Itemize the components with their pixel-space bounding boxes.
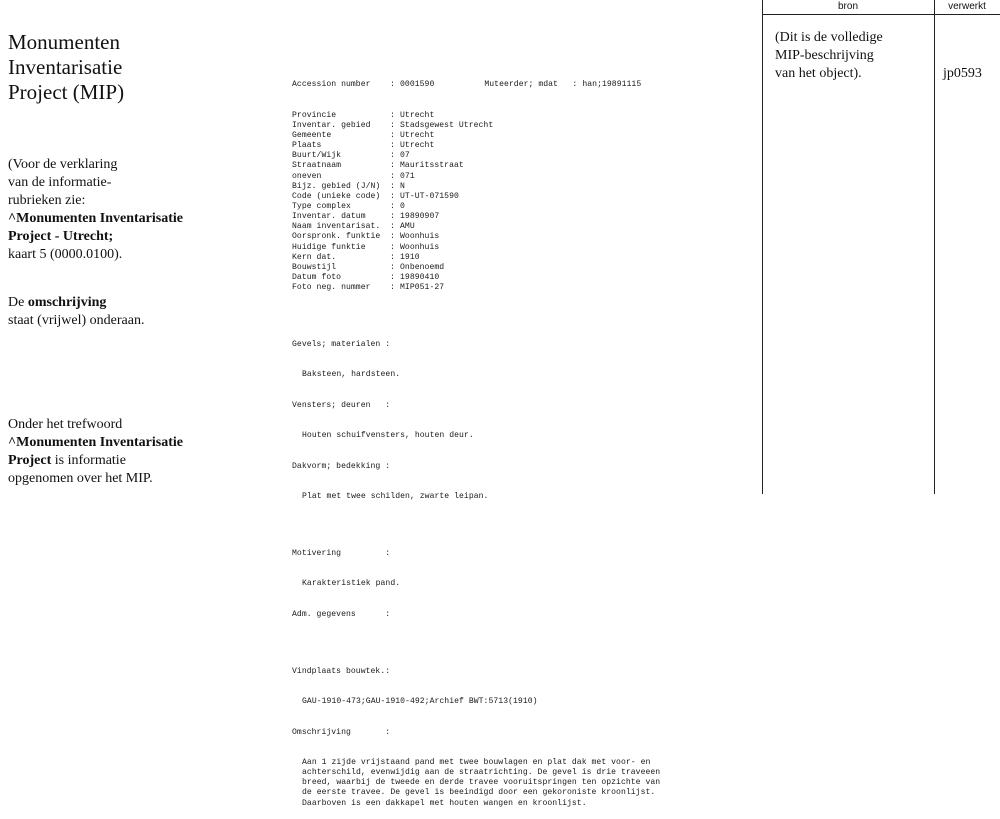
bron-line: (Dit is de volledige (775, 30, 883, 45)
note-line: (Voor de verklaring (8, 157, 118, 172)
field-separator: : (390, 242, 395, 252)
title-line: Monumenten (8, 30, 120, 54)
note-line (8, 452, 248, 470)
field-value: AMU (400, 222, 415, 232)
record-fields (292, 111, 752, 294)
field-value: 19890907 (400, 212, 440, 222)
omschrijving-line: breed, waarbij de tweede en derde travee vooruitspringen ten opzichte van (302, 778, 661, 788)
section-value: Houten schuifvensters, houten deur. (302, 431, 474, 441)
field-separator: : (390, 191, 395, 201)
record-field-row (292, 192, 752, 202)
field-label: oneven (292, 171, 322, 181)
record-field-row (292, 161, 752, 171)
bron-cell (775, 29, 925, 83)
field-label: Code (unieke code) (292, 191, 381, 201)
title-line: Inventarisatie (8, 55, 123, 79)
field-label: Naam inventarisat. (292, 222, 381, 232)
page-title (8, 30, 248, 105)
field-label: Gemeente (292, 131, 332, 141)
trefwoord-note (8, 416, 248, 488)
record-field-row (292, 243, 752, 253)
field-value: 19890410 (400, 273, 440, 283)
verwerkt-cell: jp0593 (943, 66, 982, 81)
field-label: Bijz. gebied (J/N) (292, 181, 381, 191)
field-label: Provincie (292, 110, 337, 120)
omschrijving-line: de eerste travee. De gevel is beeindigd door een gekoroniste kroonlijst. (302, 788, 656, 798)
record-field-row (292, 182, 752, 192)
field-separator: : (390, 202, 395, 212)
verklaring-note (8, 156, 248, 264)
section-value: Baksteen, hardsteen. (302, 370, 401, 380)
record-field-row (292, 151, 752, 161)
section-value: Karakteristiek pand. (302, 579, 401, 589)
field-value: Onbenoemd (400, 262, 445, 272)
title-line: Project (MIP) (8, 80, 125, 104)
note-line (8, 294, 248, 312)
field-separator: : (572, 80, 578, 90)
field-label: Plaats (292, 141, 322, 151)
field-value: 0001590 (400, 80, 435, 90)
table-divider (934, 0, 935, 494)
field-separator: : (390, 273, 395, 283)
record-field-row (292, 121, 752, 131)
field-value: Stadsgewest Utrecht (400, 120, 494, 130)
field-label: Foto neg. nummer (292, 283, 371, 293)
field-value: Woonhuis (400, 242, 440, 252)
reference-link[interactable]: ^Monumenten Inventarisatie (8, 435, 183, 450)
field-separator: : (390, 232, 395, 242)
field-value: Woonhuis (400, 232, 440, 242)
record-field-row (292, 202, 752, 212)
field-separator: : (390, 80, 395, 90)
omschrijving-note (8, 294, 248, 330)
note-line: staat (vrijwel) onderaan. (8, 313, 145, 328)
field-value: 0 (400, 202, 405, 212)
field-label: Datum foto (292, 273, 342, 283)
field-label: Huidige funktie (292, 242, 366, 252)
field-label: Kern dat. (292, 252, 337, 262)
field-value: 1910 (400, 252, 420, 262)
field-label: Inventar. gebied (292, 120, 371, 130)
field-label: Buurt/Wijk (292, 151, 342, 161)
omschrijving-line: Aan 1 zijde vrijstaand pand met twee bouwlagen en plat dak met voor- en (302, 757, 651, 767)
section-label: Adm. gegevens : (292, 609, 391, 619)
table-divider (762, 0, 763, 494)
field-separator: : (390, 110, 395, 120)
reference-link[interactable]: ^Monumenten Inventarisatie (8, 211, 183, 226)
field-value: 07 (400, 151, 410, 161)
note-line: Onder het trefwoord (8, 417, 123, 432)
note-line: opgenomen over het MIP. (8, 471, 153, 486)
note-text: De (8, 295, 28, 310)
reference-link[interactable]: Project - Utrecht; (8, 229, 114, 244)
note-text: is informatie (51, 453, 126, 468)
field-value: Mauritsstraat (400, 161, 464, 171)
record-field-row (292, 263, 752, 273)
field-separator: : (390, 120, 395, 130)
column-header-bron: bron (837, 1, 858, 12)
record-field-row (292, 232, 752, 242)
field-separator: : (390, 151, 395, 161)
note-emphasis: omschrijving (27, 295, 107, 310)
column-header-verwerkt: verwerkt (948, 1, 986, 12)
record-header-line (292, 80, 752, 90)
omschrijving-line: achterschild, evenwijdig aan de straatrichting. De gevel is drie traveeen (302, 768, 661, 778)
field-label: Type complex (292, 202, 351, 212)
omschrijving-text (292, 758, 752, 809)
bron-line: MIP-beschrijving (775, 48, 874, 63)
record-field-row (292, 273, 752, 283)
record-field-row (292, 253, 752, 263)
bron-line: van het object). (775, 66, 862, 81)
field-value: Utrecht (400, 131, 435, 141)
section-label: Gevels; materialen : (292, 339, 391, 349)
section-label: Vensters; deuren : (292, 400, 391, 410)
section-value: GAU-1910-473;GAU-1910-492;Archief BWT:5713(1910) (302, 697, 538, 707)
table-header-rule (762, 14, 1000, 15)
section-label: Dakvorm; bedekking : (292, 461, 391, 471)
field-separator: : (390, 222, 395, 232)
field-separator: : (390, 131, 395, 141)
field-separator: : (390, 283, 395, 293)
mip-record (292, 60, 752, 819)
record-field-row (292, 141, 752, 151)
field-value: MIP051-27 (400, 283, 445, 293)
field-separator: : (390, 161, 395, 171)
record-field-row (292, 222, 752, 232)
reference-link[interactable]: Project (8, 453, 52, 468)
omschrijving-line: Daarboven is een dakkapel met houten wangen en kroonlijst. (302, 798, 587, 808)
field-value: Utrecht (400, 110, 435, 120)
field-value: UT-UT-071590 (400, 191, 459, 201)
section-label: Vindplaats bouwtek.: (292, 666, 391, 676)
record-field-row (292, 172, 752, 182)
field-separator: : (390, 252, 395, 262)
section-label: Motivering : (292, 548, 391, 558)
field-value: N (400, 181, 405, 191)
record-field-row (292, 111, 752, 121)
field-label: Accession number (292, 80, 371, 90)
note-line: rubrieken zie: (8, 193, 86, 208)
section-label: Omschrijving : (292, 727, 391, 737)
note-line: van de informatie- (8, 175, 112, 190)
record-field-row (292, 283, 752, 293)
field-label: Muteerder; mdat (484, 80, 558, 90)
section-value: Plat met twee schilden, zwarte leipan. (302, 492, 489, 502)
field-separator: : (390, 141, 395, 151)
record-field-row (292, 212, 752, 222)
field-label: Straatnaam (292, 161, 342, 171)
record-field-row (292, 131, 752, 141)
field-label: Oorspronk. funktie (292, 232, 381, 242)
field-label: Bouwstijl (292, 262, 337, 272)
field-separator: : (390, 212, 395, 222)
field-value: han;19891115 (582, 80, 642, 90)
field-separator: : (390, 262, 395, 272)
field-label: Inventar. datum (292, 212, 366, 222)
field-value: Utrecht (400, 141, 435, 151)
field-separator: : (390, 171, 395, 181)
field-separator: : (390, 181, 395, 191)
note-line: kaart 5 (0000.0100). (8, 247, 123, 262)
field-value: 071 (400, 171, 415, 181)
